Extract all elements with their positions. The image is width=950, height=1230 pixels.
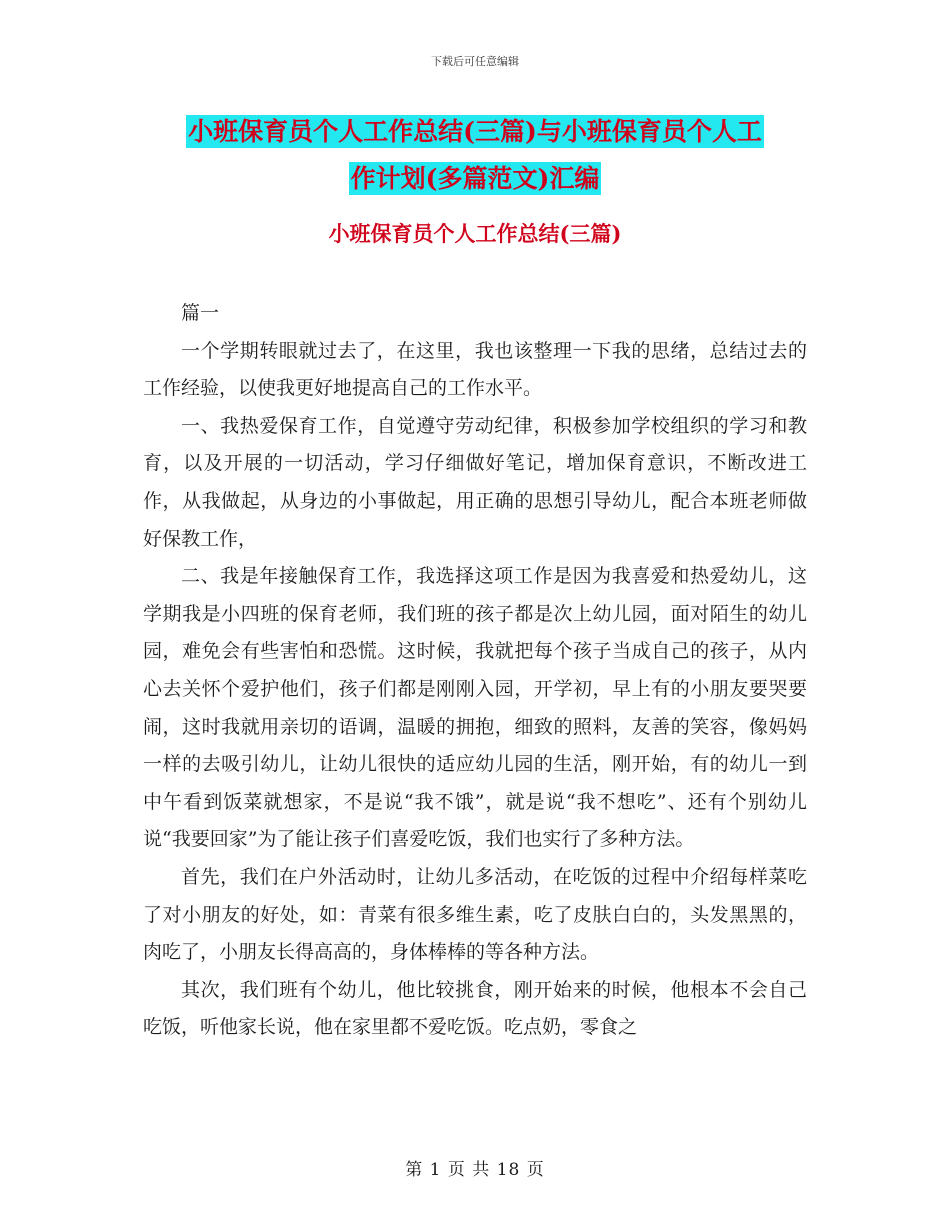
paragraph: 篇一 xyxy=(181,302,220,324)
header-note: 下载后可任意编辑 xyxy=(431,55,519,68)
document-body xyxy=(143,295,807,1047)
paragraph: 二、我是年接触保育工作，我选择这项工作是因为我喜爱和热爱幼儿，这学期我是小四班的保育老师，我们班的孩子都是次上幼儿园，面对陌生的幼儿园，难免会有些害怕和恐慌。这时候，我就把每个孩子当成自己的孩子，从内心去关怀个爱护他们，孩子们都是刚刚入园，开学初，早上有的小朋友要哭要闹，这时我就用亲切的语调，温暖的拥抱，细致的照料，友善的笑容，像妈妈一样的去吸引幼儿，让幼儿很快的适应幼儿园的生活，刚开始，有的幼儿一到中午看到饭菜就想家，不是说“我不饿”，就是说“我不想吃”、还有个别幼儿说“我要回家”为了能让孩子们喜爱吃饭，我们也实行了多种方法。 xyxy=(143,565,807,851)
paragraph: 一、我热爱保育工作，自觉遵守劳动纪律，积极参加学校组织的学习和教育，以及开展的一切活动，学习仔细做好笔记，增加保育意识，不断改进工作，从我做起，从身边的小事做起，用正确的思想引导幼儿，配合本班老师做好保教工作， xyxy=(143,414,807,550)
section-title: 小班保育员个人工作总结(三篇) xyxy=(328,221,622,246)
page-number: 第 1 页 共 18 页 xyxy=(405,1160,545,1180)
paragraph: 一个学期转眼就过去了，在这里，我也该整理一下我的思绪，总结过去的工作经验，以使我更好地提高自己的工作水平。 xyxy=(143,339,807,400)
paragraph: 首先，我们在户外活动时，让幼儿多活动，在吃饭的过程中介绍每样菜吃了对小朋友的好处，如：青菜有很多维生素，吃了皮肤白白的，头发黑黑的，肉吃了，小朋友长得高高的，身体棒棒的等各种方法。 xyxy=(143,865,807,964)
paragraph: 其次，我们班有个幼儿，他比较挑食，刚开始来的时候，他根本不会自己吃饭，听他家长说，他在家里都不爱吃饭。吃点奶，零食之 xyxy=(143,978,807,1039)
document-title xyxy=(140,108,810,202)
document-title-line-2: 作计划(多篇范文)汇编 xyxy=(350,164,600,193)
document-title-line-1: 小班保育员个人工作总结(三篇)与小班保育员个人工 xyxy=(188,117,762,146)
